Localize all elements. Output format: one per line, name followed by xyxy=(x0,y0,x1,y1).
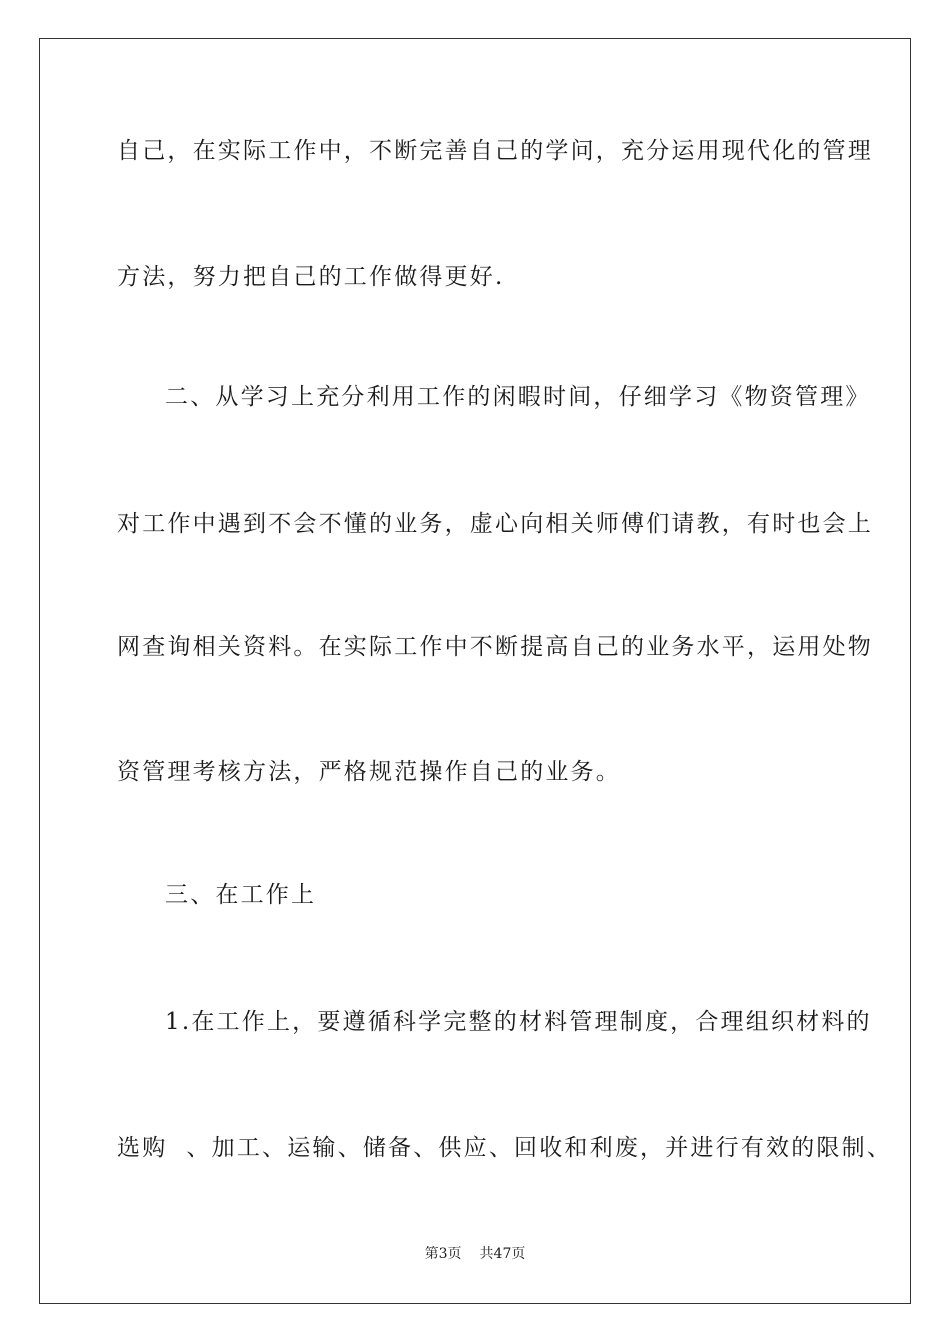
list-item-1-line-2: 选购 、加工、运输、储备、供应、回收和利废，并进行有效的限制、 xyxy=(117,1135,893,1161)
paragraph-line-4: 对工作中遇到不会不懂的业务，虚心向相关师傅们请教，有时也会上 xyxy=(117,511,873,537)
page-border xyxy=(39,38,911,1304)
paragraph-line-2: 方法，努力把自己的工作做得更好. xyxy=(117,264,505,290)
page-number: 第3页 xyxy=(424,1246,462,1262)
paragraph-line-1: 自己，在实际工作中，不断完善自己的学问，充分运用现代化的管理 xyxy=(117,138,873,164)
list-item-1-line-1: 1.在工作上，要遵循科学完整的材料管理制度，合理组织材料的 xyxy=(165,1009,872,1035)
paragraph-line-5: 网查询相关资料。在实际工作中不断提高自己的业务水平，运用处物 xyxy=(117,634,873,660)
paragraph-line-6: 资管理考核方法，严格规范操作自己的业务。 xyxy=(117,759,621,785)
total-pages: 共47页 xyxy=(479,1246,526,1262)
section-heading-3: 三、在工作上 xyxy=(165,882,317,908)
page-footer xyxy=(0,1245,950,1263)
section-heading-2: 二、从学习上充分利用工作的闲暇时间，仔细学习《物资管理》 xyxy=(165,384,871,410)
